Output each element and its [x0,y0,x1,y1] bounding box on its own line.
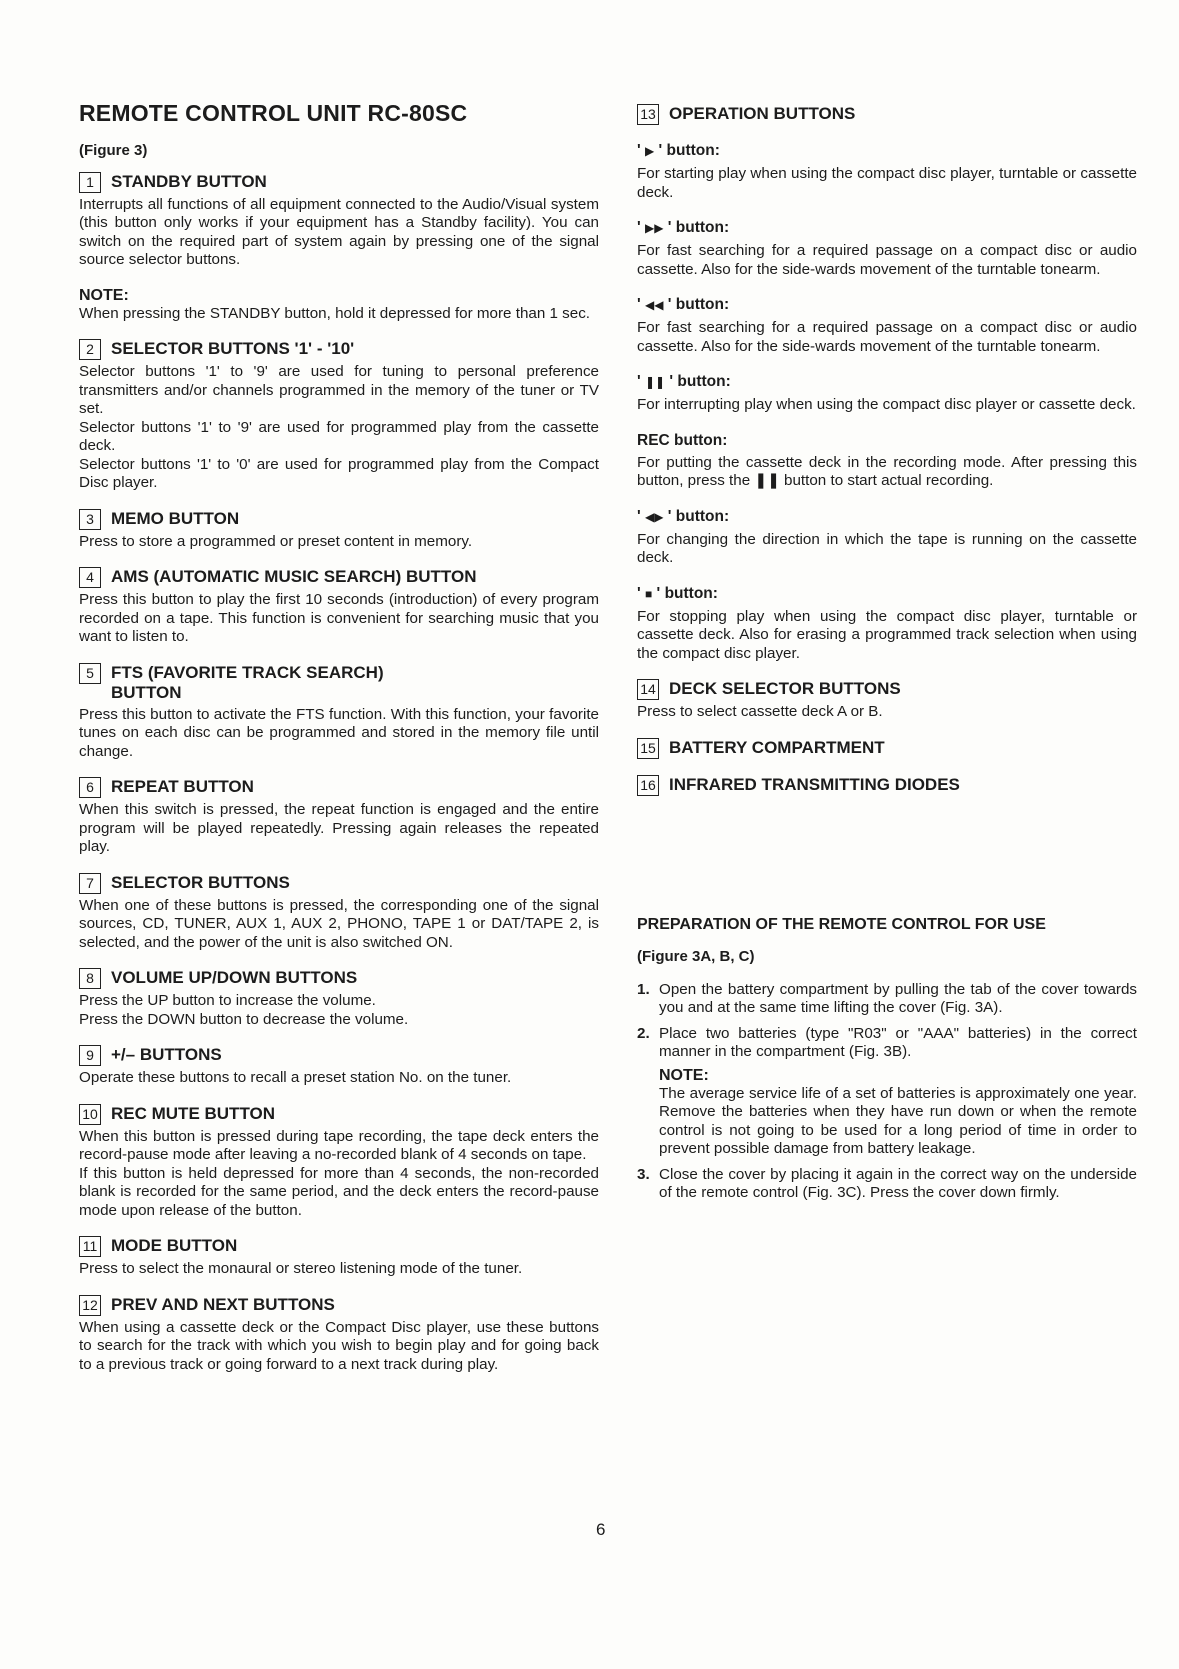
section-body: When using a cassette deck or the Compact Disc player, use these buttons to search for the track with which you wish to begin play and for going back to a previous track or going forward to a next track during play. [79,1318,599,1373]
preparation-section [637,916,1137,1203]
section-body: Operate these buttons to recall a preset station No. on the tuner. [79,1069,512,1087]
section-mode [79,1236,599,1279]
section-body: Press this button to activate the FTS function. With this function, your favorite tunes on each disc can be programmed and stored in the memory file until change. [79,705,599,760]
list-item: 3. Close the cover by placing it again in the correct way on the underside of the remote control (Fig. 3C). Press the cover down firmly. [637,1165,1137,1201]
button-label: button: [666,142,720,159]
button-description: For starting play when using the compact disc player, turntable or cassette deck. [637,165,1137,201]
section-heading: DECK SELECTOR BUTTONS [669,679,901,698]
section-heading: VOLUME UP/DOWN BUTTONS [111,968,358,988]
button-label: REC button: [637,431,728,449]
rewind-icon: ◀◀ [645,298,664,312]
section-prev-next [79,1295,599,1375]
direction-icon: ◀▶ [645,509,664,524]
section-heading: STANDBY BUTTON [111,171,267,191]
section-body: Selector buttons '1' to '9' are used for tuning to personal preference transmitters and/or channels programmed in the memory of the tuner or TV set. [79,363,599,418]
section-body: When one of these buttons is pressed, the corresponding one of the signal sources, CD, TUNER, AUX 1, AUX 2, PHONO, TAPE 1 or DAT/TAPE 2, is selected, and the power of the unit is also switched ON. [79,896,599,951]
button-description: For interrupting play when using the compact disc player or cassette deck. [637,396,1136,413]
op-direction: ' ◀▶ ' button: For changing the direction in which the tape is running on the cassette deck. [637,507,1137,566]
fast-forward-icon: ▶▶ [645,221,664,235]
figure-reference: (Figure 3) [79,141,148,159]
section-heading: OPERATION BUTTONS [669,104,856,123]
section-number: 2 [79,339,101,360]
section-heading: MEMO BUTTON [111,508,240,528]
stop-icon: ■ [645,586,653,601]
section-ams [79,567,599,647]
button-label: button: [675,296,730,313]
section-heading-line-2: BUTTON [111,682,182,702]
list-item: 1. Open the battery compartment by pulling the tab of the cover towards you and at the same time lifting the cover (Fig. 3A). [637,980,1137,1016]
button-description: For fast searching for a required passage on a compact disc or audio cassette. Also for the side-wards movement of the turntable tonearm. [637,242,1137,278]
op-stop: ' ■ ' button: For stopping play when using the compact disc player, turntable or cassette deck. Also for erasing a programmed track selection when using the compact disc player. [637,584,1137,662]
section-number: 1 [79,172,101,193]
left-column [79,100,599,1390]
button-label: button: [664,584,718,602]
section-number: 16 [637,775,659,796]
section-number: 10 [79,1104,101,1125]
section-deck-selector [637,679,1137,722]
section-number: 11 [79,1236,101,1257]
section-body: Press to select the monaural or stereo listening mode of the tuner. [79,1260,523,1278]
note-text: When pressing the STANDBY button, hold it depressed for more than 1 sec. [79,304,591,322]
section-number: 9 [79,1045,101,1066]
op-pause: ' ❚❚ ' button: For interrupting play when using the compact disc player or cassette deck. [637,373,1136,413]
section-body: When this switch is pressed, the repeat function is engaged and the entire program will be played repeatedly. Pressing again releases the repeated play. [79,801,599,856]
section-operation [637,104,1137,125]
op-rewind: ' ◀◀ ' button: For fast searching for a required passage on a compact disc or audio cassette. Also for the side-wards movement of the turntable tonearm. [637,296,1137,355]
note-label: NOTE: [659,1066,709,1084]
section-number: 5 [79,663,101,684]
section-body: Press this button to play the first 10 seconds (introduction) of every program recorded on a tape. This function is convenient for searching music that you want to listen to. [79,591,599,646]
note-standby [79,286,599,324]
op-play: ' ▶ ' button: For starting play when using the compact disc player, turntable or cassette deck. [637,142,1137,201]
section-plus-minus [79,1045,599,1088]
section-heading: REC MUTE BUTTON [111,1103,276,1123]
section-heading: SELECTOR BUTTONS [111,872,290,892]
preparation-title: PREPARATION OF THE REMOTE CONTROL FOR USE [637,915,1046,933]
section-number: 4 [79,567,101,588]
section-battery [637,738,1137,759]
section-rec-mute [79,1104,599,1221]
section-body: Press to select cassette deck A or B. [637,703,883,720]
page-title: REMOTE CONTROL UNIT RC-80SC [79,100,468,126]
section-standby [79,172,599,270]
section-heading: INFRARED TRANSMITTING DIODES [669,774,960,794]
section-number: 6 [79,777,101,798]
section-number: 3 [79,509,101,530]
section-infrared [637,775,1137,796]
section-heading: BATTERY COMPARTMENT [669,737,885,757]
page-number: 6 [596,1520,606,1539]
op-rec [637,431,1137,491]
section-heading: PREV AND NEXT BUTTONS [111,1294,335,1314]
section-selector-1-10 [79,339,599,493]
preparation-figure: (Figure 3A, B, C) [637,947,755,965]
section-body: When this button is pressed during tape recording, the tape deck enters the record-pause mode after leaving a no-recorded blank of 4 seconds on tape. [79,1127,599,1164]
section-body: Press the UP button to increase the volume. [79,992,376,1010]
section-number: 8 [79,968,101,989]
section-heading: SELECTOR BUTTONS '1' - '10' [111,339,355,359]
op-fast-forward: ' ▶▶ ' button: For fast searching for a required passage on a compact disc or audio cassette. Also for the side-wards movement of the turntable tonearm. [637,219,1137,278]
button-description: For fast searching for a required passage on a compact disc or audio cassette. Also for the side-wards movement of the turntable tonearm. [637,319,1137,355]
section-number: 14 [637,679,659,700]
play-icon: ▶ [645,144,655,158]
section-selector [79,873,599,953]
button-description: For changing the direction in which the tape is running on the cassette deck. [637,530,1137,566]
list-item: 2. Place two batteries (type "R03" or "AAA" batteries) in the correct manner in the compartment (Fig. 3B). NOTE: The average service life of a set of batteries is approximately one year. Remove the batteries when they have run down or when the remote control is not going to be used for a long period of time in order to prevent possible damage from battery leakage. [637,1024,1137,1157]
section-heading: MODE BUTTON [111,1236,238,1256]
button-label: button: [675,507,730,525]
section-memo [79,509,599,552]
note-text: The average service life of a set of batteries is approximately one year. Remove the batteries when they have run down or when the remote control is not going to be used for a long period of time in order to prevent possible damage from battery leakage. [659,1084,1137,1157]
button-description: For putting the cassette deck in the recording mode. After pressing this button, press the ❚❚ button to start actual recording. [637,453,1137,489]
section-heading-line-1: FTS (FAVORITE TRACK SEARCH) [111,662,384,682]
note-label: NOTE: [79,286,129,304]
button-label: button: [675,219,730,236]
section-heading: AMS (AUTOMATIC MUSIC SEARCH) BUTTON [111,567,477,587]
section-volume [79,968,599,1029]
section-number: 13 [637,104,659,125]
section-body: Press to store a programmed or preset content in memory. [79,532,473,550]
preparation-steps [637,981,1137,1203]
right-column [637,104,1137,1210]
button-label: button: [677,373,731,390]
section-body-2: If this button is held depressed for more than 4 seconds, the non-recorded blank is recorded for the same period, and the deck enters the record-pause mode upon release of the button. [79,1164,599,1219]
section-body: Interrupts all functions of all equipment connected to the Audio/Visual system (this button only works if your equipment has a Standby facility). You can switch on the required part of system again by pressing one of the signal source selector buttons. [79,195,599,269]
pause-icon: ❚❚ [645,375,666,389]
section-heading: +/– BUTTONS [111,1045,222,1065]
section-number: 12 [79,1295,101,1316]
section-repeat [79,777,599,857]
button-description: For stopping play when using the compact disc player, turntable or cassette deck. Also for erasing a programmed track selection when using the compact disc player. [637,607,1137,662]
section-fts [79,663,599,762]
section-body-2: Selector buttons '1' to '9' are used for programmed play from the cassette deck. [79,418,599,455]
section-number: 15 [637,738,659,759]
section-body-2: Press the DOWN button to decrease the volume. [79,1010,409,1028]
section-number: 7 [79,873,101,894]
section-body-3: Selector buttons '1' to '0' are used for programmed play from the Compact Disc player. [79,455,599,492]
section-heading [111,663,384,703]
section-heading: REPEAT BUTTON [111,777,254,797]
